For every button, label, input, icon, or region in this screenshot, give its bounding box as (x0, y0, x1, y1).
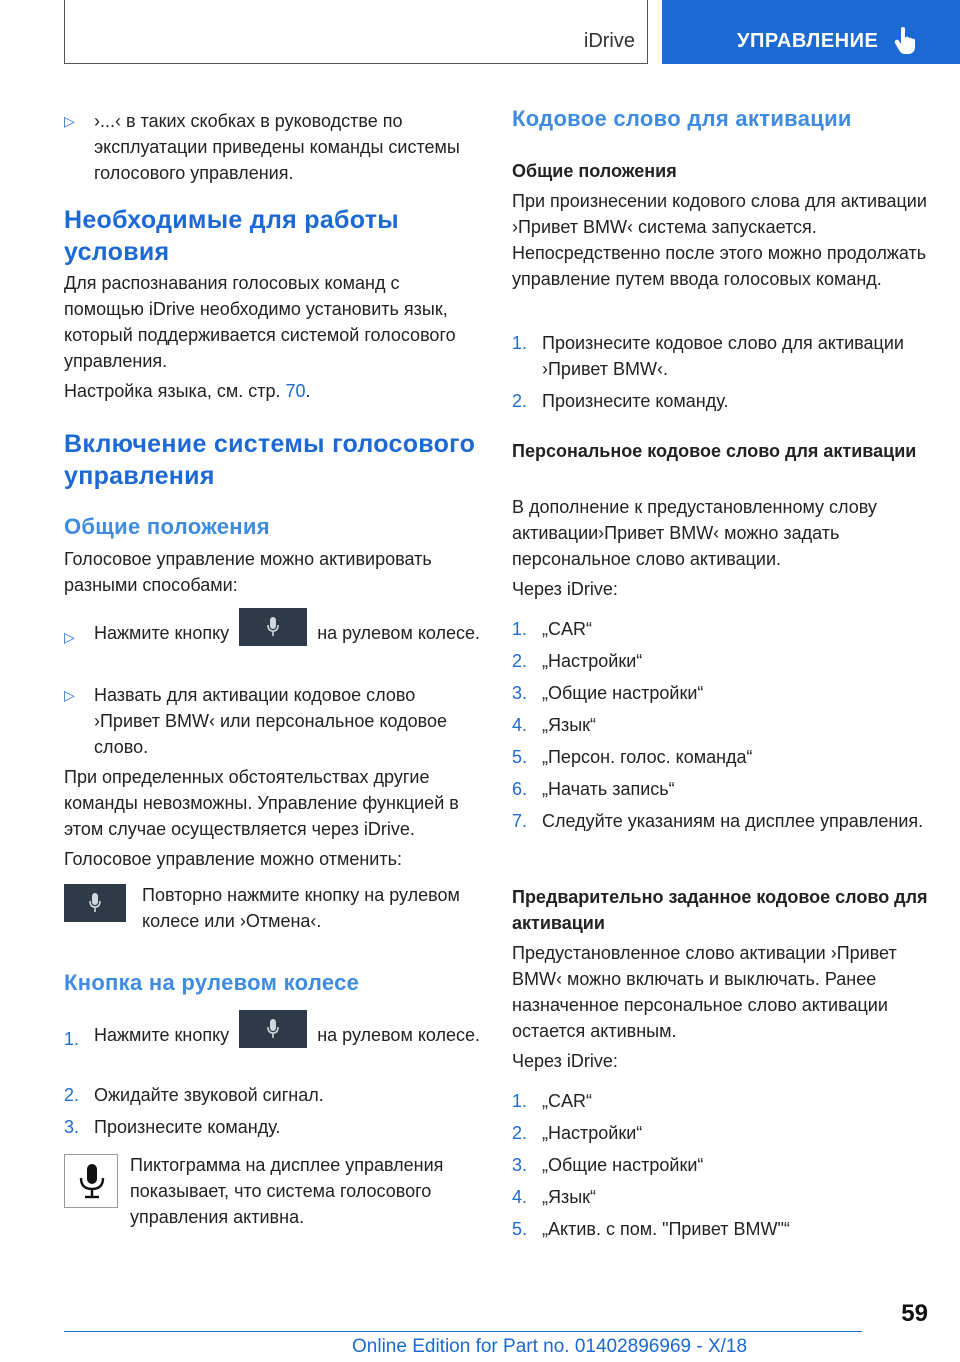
step-text: „Язык“ (542, 715, 597, 735)
step-number: 1. (512, 1091, 528, 1111)
language-text-end: . (305, 381, 311, 401)
step-text: „Настройки“ (542, 651, 643, 671)
section-heading-enable: Включение системы голосового управления (64, 430, 476, 490)
language-text: Настройка языка, см. стр. (64, 381, 286, 401)
list-item (64, 1022, 482, 1048)
page-number: 59 (901, 1300, 928, 1327)
step-number: 3. (512, 683, 528, 703)
step-text: Следуйте указаниям на дисплее управления. (542, 811, 924, 831)
list-item (512, 744, 932, 770)
mic-button-image (64, 884, 126, 922)
list-item (64, 620, 482, 646)
step-number: 2. (512, 391, 528, 411)
list-item (512, 712, 932, 738)
microphone-icon (78, 1163, 106, 1201)
step-text: „Персон. голос. команда“ (542, 747, 753, 767)
note-pictogram-text: Пиктограмма на дисплее управления показывает, что система голосового управления активна. (130, 1155, 444, 1227)
paragraph-general: Голосовое управление можно активировать разными способами: (64, 549, 432, 595)
step-number: 1. (512, 333, 528, 353)
step-press-suffix: на рулевом колесе. (317, 1025, 481, 1045)
paragraph-via-idrive: Через iDrive: (512, 579, 618, 599)
list-item (512, 776, 932, 802)
step-text: „CAR“ (542, 619, 592, 639)
list-item (512, 1088, 932, 1114)
step-text: Произнесите кодовое слово для активации ›Привет BMW‹. (542, 333, 904, 379)
triangle-bullet-icon: ▷ (64, 113, 75, 129)
microphone-icon (266, 1018, 280, 1040)
step-number: 7. (512, 811, 528, 831)
bullet-press-suffix: на рулевом колесе. (317, 623, 481, 643)
note-cancel-text: Повторно нажмите кнопку на рулевом колесе или ›Отмена‹. (142, 885, 460, 931)
step-number: 4. (512, 1187, 528, 1207)
page-link-70[interactable]: 70 (285, 381, 306, 401)
triangle-bullet-icon: ▷ (64, 687, 75, 703)
mic-button-image (239, 1010, 307, 1048)
list-item (512, 808, 932, 834)
step-number: 1. (512, 619, 528, 639)
paragraph-circumstances: При определенных обстоятельствах другие команды невозможны. Управление функцией в этом случае осуществляется через iDrive. (64, 767, 459, 839)
paragraph-codeword-general: При произнесении кодового слова для активации ›Привет BMW‹ система запускается. Непосредственно после этого можно продолжать управление путем ввода голосовых команд. (512, 191, 927, 289)
subsection-heading-general: Общие положения (64, 514, 270, 539)
step-number: 2. (64, 1085, 80, 1105)
step-text: „Общие настройки“ (542, 1155, 704, 1175)
list-item (64, 1114, 482, 1140)
step-text: Ожидайте звуковой сигнал. (94, 1085, 324, 1105)
list-item (512, 1216, 932, 1242)
note-pictogram (64, 1152, 482, 1230)
step-text: „CAR“ (542, 1091, 592, 1111)
step-number: 6. (512, 779, 528, 799)
list-item (64, 1082, 482, 1108)
bullet-codeword: Назвать для активации кодовое слово ›Привет BMW‹ или персональное кодовое слово. (94, 685, 447, 757)
note-cancel (64, 882, 482, 934)
footer-edition (352, 1336, 747, 1358)
step-text: „Настройки“ (542, 1123, 643, 1143)
step-text: Произнесите команду. (542, 391, 729, 411)
step-number: 2. (512, 651, 528, 671)
triangle-bullet-icon: ▷ (64, 629, 75, 645)
voice-pictogram (64, 1154, 118, 1208)
paragraph-requirements: Для распознавания голосовых команд с помощью iDrive необходимо установить язык, который поддерживается системой голосового управления. (64, 273, 456, 371)
header-section-title: iDrive (583, 30, 635, 52)
intro-bullet-text: ›...‹ в таких скобках в руководстве по эксплуатации приведены команды системы голосового управления. (94, 111, 460, 183)
step-number: 3. (64, 1117, 80, 1137)
list-item (512, 388, 932, 414)
subheading-personal: Персональное кодовое слово для активации (512, 441, 917, 461)
bullet-press-prefix: Нажмите кнопку (94, 623, 230, 643)
list-item (512, 1120, 932, 1146)
step-press-prefix: Нажмите кнопку (94, 1025, 230, 1045)
step-text: „Общие настройки“ (542, 683, 704, 703)
footer-edition-text: Online Edition for Part no. 01402896969 - X/18 (352, 1336, 748, 1357)
step-number: 5. (512, 747, 528, 767)
list-item (512, 616, 932, 642)
step-text: Произнесите команду. (94, 1117, 281, 1137)
step-number: 3. (512, 1155, 528, 1175)
list-item (512, 1152, 932, 1178)
hand-pointer-icon (894, 26, 920, 54)
step-text: „Актив. с пом. "Привет BMW"“ (542, 1219, 790, 1239)
header-section-box (64, 0, 648, 64)
subheading-general: Общие положения (512, 161, 677, 181)
section-heading-requirements: Необходимые для работы условия (64, 206, 399, 266)
list-item (512, 1184, 932, 1210)
mic-button-image (239, 608, 307, 646)
paragraph-preset: Предустановленное слово активации ›Привет BMW‹ можно включать и выключать. Ранее назначенное персональное слово активации остается активным. (512, 943, 897, 1041)
header-chapter-tab (662, 0, 960, 64)
paragraph-via-idrive-2: Через iDrive: (512, 1051, 618, 1071)
microphone-icon (88, 892, 102, 914)
step-number: 4. (512, 715, 528, 735)
microphone-icon (266, 616, 280, 638)
step-number: 2. (512, 1123, 528, 1143)
footer-divider (64, 1331, 862, 1332)
subheading-preset: Предварительно заданное кодовое слово для активации (512, 887, 928, 933)
list-item (512, 330, 932, 382)
bullet-press-button (94, 620, 482, 646)
subsection-heading-button: Кнопка на рулевом колесе (64, 970, 360, 995)
paragraph-cancel: Голосовое управление можно отменить: (64, 849, 402, 869)
step-text (94, 1022, 482, 1048)
paragraph-personal: В дополнение к предустановленному слову активации›Привет BMW‹ можно задать персональное слово активации. (512, 497, 877, 569)
step-number: 1. (64, 1029, 80, 1049)
list-item (512, 680, 932, 706)
step-text: „Начать запись“ (542, 779, 675, 799)
list-item (64, 682, 482, 760)
step-text: „Язык“ (542, 1187, 597, 1207)
list-item (64, 108, 482, 186)
list-item (512, 648, 932, 674)
section-heading-codeword: Кодовое слово для активации (512, 106, 852, 131)
step-number: 5. (512, 1219, 528, 1239)
header-chapter-title: УПРАВЛЕНИЕ (737, 30, 879, 52)
paragraph-language (64, 378, 482, 404)
